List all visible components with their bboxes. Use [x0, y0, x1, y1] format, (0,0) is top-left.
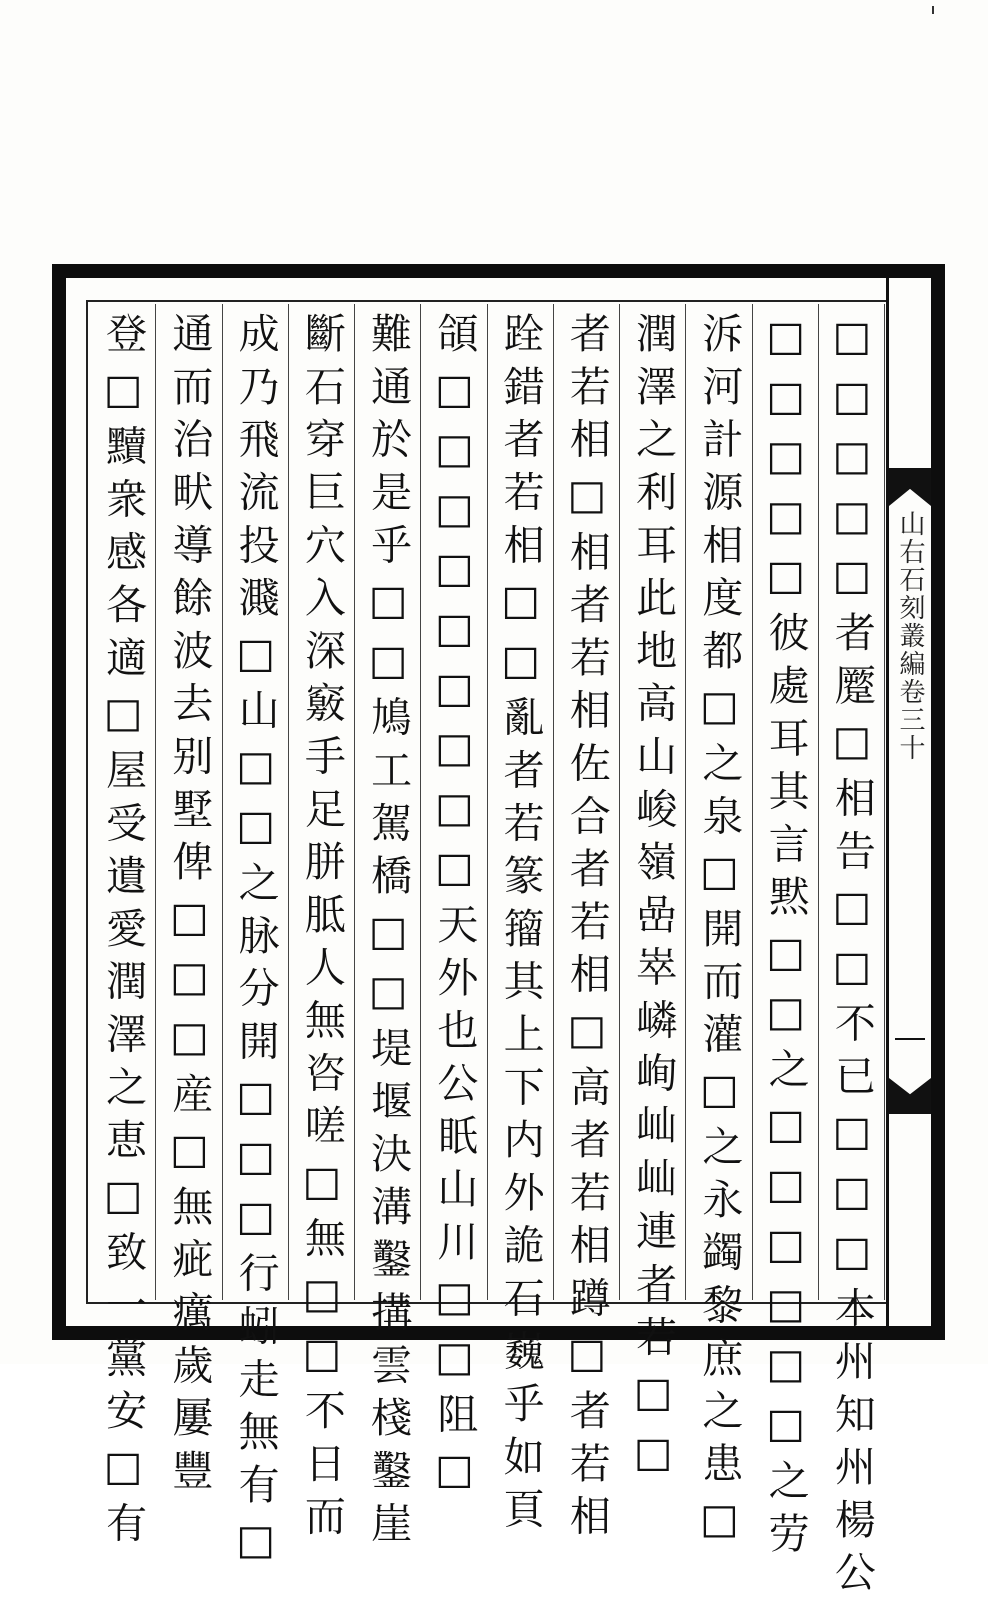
- column-text: 泝河計源相度都□之泉□開而灌□之永蠲黎庶之患□: [695, 312, 744, 1555]
- text-column: [488, 304, 554, 1541]
- column-text: 斷石穿巨穴入深竅手足胼胝人無咨嗟□無□□不日而: [297, 312, 346, 1548]
- column-text: 頜□□□□□□□□□天外也公眂山川□□阻□: [430, 312, 479, 1505]
- text-column: [289, 304, 355, 1548]
- column-text: □□□□□彼處耳其言黙□□之□□□□□□之劳: [761, 312, 810, 1565]
- center-margin-strip: [886, 278, 931, 1326]
- text-column: [620, 304, 686, 1488]
- inner-rule-top: [86, 300, 903, 302]
- column-text: 潤澤之利耳此地高山峻嶺嵒崒嶙峋屾屾連者若□□: [629, 312, 678, 1488]
- text-block: [66, 278, 931, 1603]
- inner-rule-left: [86, 300, 88, 1304]
- text-column: [223, 304, 289, 1576]
- text-column: [156, 304, 222, 1502]
- column-text: 成乃飛流投濺□山□□之脉分開□□□行蚓走無有□: [231, 312, 280, 1576]
- column-text: 難通於是乎□□鳩工駕橋□□堤堰決溝鑿搆雲棧鑿崖: [364, 312, 413, 1555]
- text-column: [421, 304, 487, 1505]
- fish-tail-top-mark: [889, 468, 931, 506]
- text-column: [90, 304, 156, 1555]
- margin-book-title: 山右石刻叢編卷三十: [895, 510, 925, 762]
- text-column: [355, 304, 421, 1555]
- fish-tail-bottom-mark: [889, 1078, 931, 1114]
- text-column: [686, 304, 752, 1555]
- column-text: □□□□□者蹷□相告□□不已□□□本州知州楊公: [827, 312, 876, 1603]
- column-text: 者若相□相者若相佐合者若相□高者若相蹲□者若相: [562, 312, 611, 1548]
- ink-speck: [932, 6, 934, 14]
- column-text: 通而治畎導餘波去别墅俾□□□産□無疵癘歲屢豐: [165, 312, 214, 1502]
- page-border-frame: [52, 264, 945, 1603]
- text-column: [554, 304, 620, 1548]
- margin-page-marker: [895, 1038, 925, 1074]
- text-columns: [90, 304, 885, 1603]
- column-text: 跧錯者若相□□亂者若篆籀其上下内外詭石巍乎如頁: [496, 312, 545, 1541]
- text-column: [753, 304, 819, 1565]
- column-text: 登□黷衆感各適□屋受遺愛潤澤之恵□致一黨安□有: [99, 312, 148, 1555]
- text-column: [819, 304, 885, 1603]
